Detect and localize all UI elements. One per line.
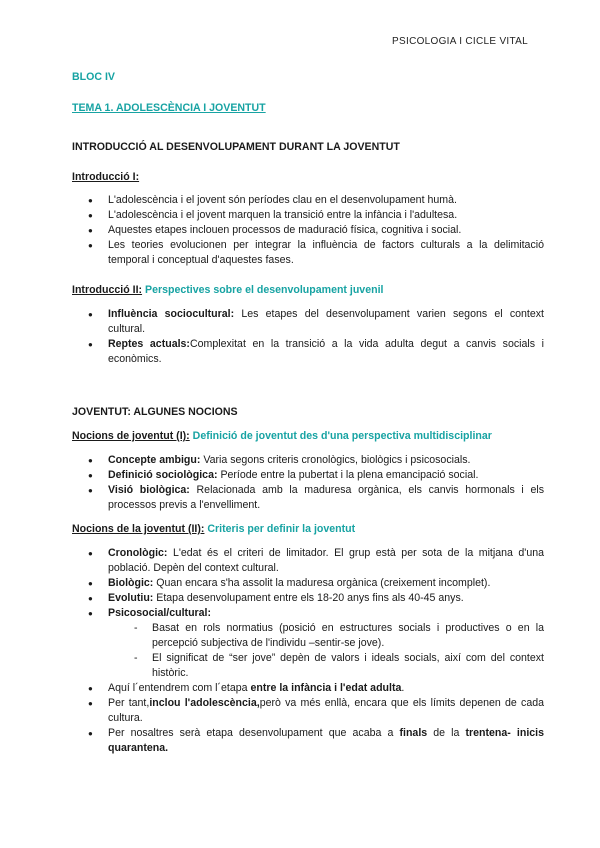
text: Aquí l´entendrem com l´etapa — [108, 682, 251, 694]
emphasis: trentena- inicis quarantena. — [108, 727, 545, 754]
list-item — [72, 606, 544, 681]
nocions1-subtitle: Definició de joventut des d'una perspectiva multidisciplinar — [192, 430, 492, 442]
text: . — [401, 682, 405, 694]
list-item — [72, 576, 544, 591]
term: Psicosocial/cultural: — [108, 607, 212, 619]
list-item: ● L'adolescència i el jovent són períodes clau en el desenvolupament humà. — [72, 193, 544, 208]
intro2-list — [72, 307, 544, 367]
term: Reptes actuals: — [108, 338, 190, 350]
term: Evolutiu: — [108, 592, 154, 604]
document-body — [72, 70, 544, 756]
intro1-list — [72, 193, 544, 268]
definition: Període entre la pubertat i la plena emancipació social. — [217, 469, 479, 481]
list-item — [72, 468, 544, 483]
sub-list-item: - El significat de “ser jove” depèn de valors i ideals socials, així com del context històric. — [108, 651, 544, 681]
definition: Varia segons criteris cronològics, biològics i psicosocials. — [200, 454, 471, 466]
psicosocial-sublist — [108, 621, 544, 681]
section-title-nocions: JOVENTUT: ALGUNES NOCIONS — [72, 406, 238, 418]
definition: Les etapes del desenvolupament varien segons el context cultural. — [108, 308, 544, 335]
intro2-subtitle: Perspectives sobre el desenvolupament juvenil — [145, 284, 384, 296]
emphasis: entre la infància i l'edat adulta — [250, 682, 402, 694]
emphasis: finals — [399, 727, 428, 739]
bloc-label: BLOC IV — [72, 71, 115, 83]
text: Per nosaltres serà etapa desenvolupament que acaba a — [108, 727, 400, 739]
nocions2-subtitle: Criteris per definir la joventut — [207, 523, 356, 535]
text: Per tant, — [108, 697, 150, 709]
definition: Relacionada amb la maduresa orgànica, els canvis hormonals i els processos previs a l'envelliment. — [108, 484, 545, 511]
nocions1-label: Nocions de joventut (I): — [72, 430, 190, 442]
definition: Complexitat en la transició a la vida adulta degut a canvis socials i econòmics. — [108, 338, 544, 365]
intro1-heading — [72, 170, 544, 185]
intro2-heading — [72, 283, 544, 298]
nocions1-list — [72, 453, 544, 513]
list-item — [72, 726, 544, 756]
list-item — [72, 591, 544, 606]
list-item: ● Aquestes etapes inclouen processos de maduració física, cognitiva i social. — [72, 223, 544, 238]
term: Visió biològica: — [108, 484, 190, 496]
list-item — [72, 483, 544, 513]
list-item — [72, 337, 544, 367]
nocions2-label: Nocions de la joventut (II): — [72, 523, 205, 535]
list-item — [72, 681, 544, 696]
nocions1-heading — [72, 429, 544, 444]
list-item — [72, 696, 544, 726]
list-item — [72, 307, 544, 337]
term: Influència sociocultural: — [108, 308, 235, 320]
sub-list-item: - Basat en rols normatius (posició en estructures socials i productives o en la percepció subjectiva de l'individu –sentir-se jove). — [108, 621, 544, 651]
list-item: ● L'adolescència i el jovent marquen la transició entre la infància i l'adultesa. — [72, 208, 544, 223]
running-header: PSICOLOGIA I CICLE VITAL — [392, 36, 528, 47]
section-title-intro: INTRODUCCIÓ AL DESENVOLUPAMENT DURANT LA JOVENTUT — [72, 141, 400, 153]
emphasis: inclou l'adolescència, — [149, 697, 260, 709]
definition: Etapa desenvolupament entre els 18-20 anys fins als 40-45 anys. — [153, 592, 464, 604]
nocions2-list — [72, 546, 544, 756]
definition: Quan encara s'ha assolit la maduresa orgànica (creixement incomplet). — [153, 577, 491, 589]
term: Biològic: — [108, 577, 154, 589]
nocions2-heading — [72, 522, 544, 537]
list-item — [72, 546, 544, 576]
list-item: ● Les teories evolucionen per integrar la influència de factors culturals a la delimitació temporal i conceptual d'aquestes fases. — [72, 238, 544, 268]
intro1-label: Introducció I: — [72, 171, 140, 183]
text: de la — [427, 727, 466, 739]
term: Definició sociològica: — [108, 469, 218, 481]
list-item — [72, 453, 544, 468]
definition: L'edat és el criteri de limitador. El grup està per sota de la mitjana d'una població. Depèn del context cultural. — [108, 547, 544, 574]
term: Cronològic: — [108, 547, 168, 559]
intro2-label: Introducció II: — [72, 284, 143, 296]
text: però va més enllà, encara que els límits depenen de cada cultura. — [108, 697, 544, 724]
tema-title: TEMA 1. ADOLESCÈNCIA I JOVENTUT — [72, 102, 266, 114]
term: Concepte ambigu: — [108, 454, 201, 466]
